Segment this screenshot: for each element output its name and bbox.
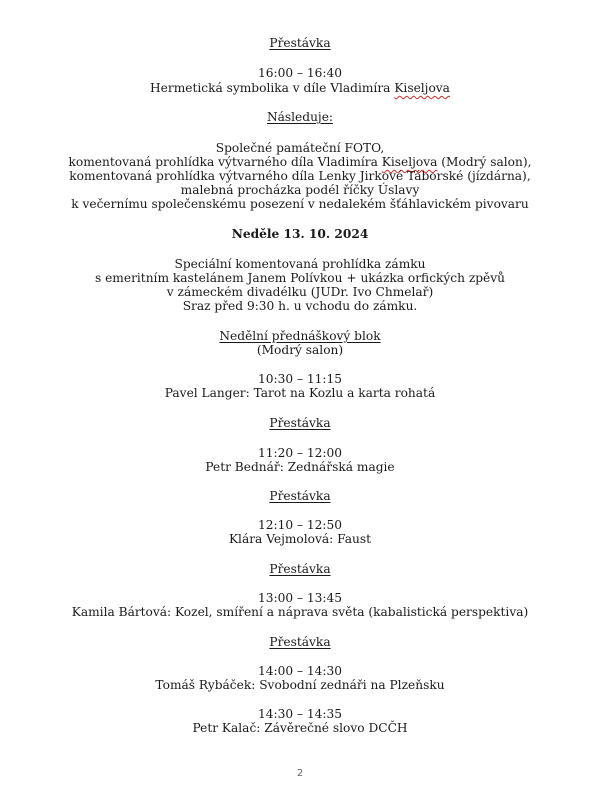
program-line <box>0 155 600 170</box>
break-heading: Přestávka <box>269 562 331 576</box>
talk-time: 14:00 – 14:30 <box>257 664 343 678</box>
follows-heading: Následuje: <box>266 110 334 124</box>
break-heading: Přestávka <box>269 635 331 649</box>
tour-line: v zámeckém divadélku (JUDr. Ivo Chmelař) <box>166 285 434 299</box>
talk-time: 11:20 – 12:00 <box>257 446 343 460</box>
talk-time: 10:30 – 11:15 <box>257 372 343 386</box>
break-heading: Přestávka <box>269 416 331 430</box>
program-line: komentovaná prohlídka výtvarného díla Lenky Jirkové Táborské (jízdárna), <box>69 169 531 183</box>
tour-line: Speciální komentovaná prohlídka zámku <box>174 257 426 271</box>
talk-time: 16:00 – 16:40 <box>257 66 343 80</box>
talk-title: Petr Bednář: Zednářská magie <box>205 460 395 474</box>
program-line: k večernímu společenskému posezení v nedalekém šťáhlavickém pivovaru <box>71 197 529 211</box>
page-number: 2 <box>296 768 304 779</box>
block-title: Nedělní přednáškový blok <box>219 329 381 343</box>
talk-time: 12:10 – 12:50 <box>257 518 343 532</box>
talk-title: Tomáš Rybáček: Svobodní zednáři na Plzeňsku <box>155 678 445 692</box>
talk-title: Kamila Bártová: Kozel, smíření a náprava světa (kabalistická perspektiva) <box>71 605 529 619</box>
program-line: Společné památeční FOTO, <box>215 141 385 155</box>
talk-title: Pavel Langer: Tarot na Kozlu a karta rohatá <box>164 386 436 400</box>
program-line: malebná procházka podél říčky Úslavy <box>180 183 420 197</box>
talk-title: Klára Vejmolová: Faust <box>228 532 372 546</box>
program-line-text: (Modrý salon), <box>437 155 532 169</box>
talk-time: 14:30 – 14:35 <box>257 707 343 721</box>
block-location: (Modrý salon) <box>256 343 344 357</box>
talk-title <box>0 81 600 96</box>
tour-line: s emeritním kastelánem Janem Polívkou + ukázka orfických zpěvů <box>94 271 506 285</box>
tour-line: Sraz před 9:30 h. u vchodu do zámku. <box>182 299 418 313</box>
talk-title-name: Kiseljova <box>394 81 450 95</box>
break-heading: Přestávka <box>269 36 331 50</box>
talk-title: Petr Kalač: Závěrečné slovo DCČH <box>192 721 408 735</box>
program-line-text: komentovaná prohlídka výtvarného díla Vladimíra <box>68 155 382 169</box>
break-heading: Přestávka <box>269 489 331 503</box>
program-line-name: Kiseljova <box>381 155 438 169</box>
sunday-heading: Neděle 13. 10. 2024 <box>231 227 369 241</box>
talk-title-text: Hermetická symbolika v díle Vladimíra <box>150 81 395 95</box>
talk-time: 13:00 – 13:45 <box>257 591 343 605</box>
